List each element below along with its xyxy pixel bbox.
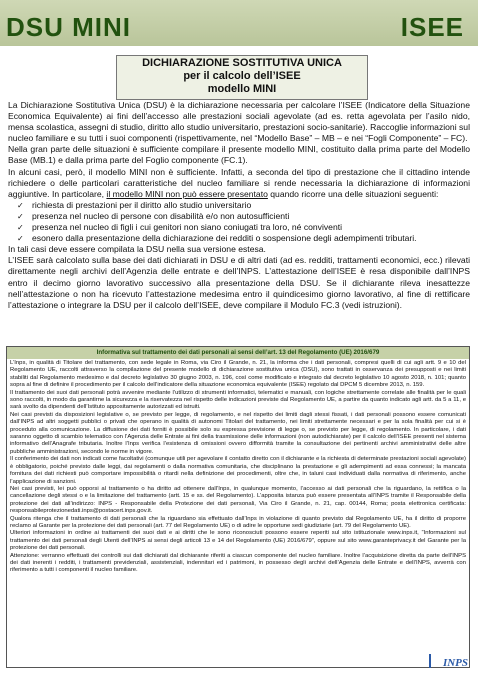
checklist-item-text: presenza nel nucleo di persone con disabilità e/o non autosufficienti	[32, 210, 290, 221]
checklist-item	[17, 233, 470, 244]
privacy-paragraph: Nei casi previsti, lei può opporsi al trattamento o ha diritto ad ottenere dall’Inps, in qualunque momento, l’accesso ai dati personali che la riguardano, la rettifica o la cancellazione degli stessi o e la limitazione del trattamento (artt. 15 e ss. del Regolamento). L’apposita istanza può essere presentata all’INPS tramite il Responsabile della protezione dei dati all’indirizzo: INPS - Responsabile della Protezione dei dati personali, Via Ciro il Grande, n. 21, cap. 00144, Roma; posta elettronica certificata: responsabileprotezionedati.inps@postacert.inps.gov.it.	[10, 485, 466, 515]
checklist-item-text: richiesta di prestazioni per il diritto allo studio universitario	[32, 199, 252, 210]
situations-checklist	[8, 200, 470, 244]
intro-paragraph-4: In tali casi deve essere compilata la DSU nella sua versione estesa.	[8, 244, 266, 255]
intro-paragraph-3-part-b: quando ricorre una delle situazioni seguenti:	[267, 188, 439, 199]
intro-paragraph-3	[8, 167, 470, 200]
document-title-line1: DICHIARAZIONE SOSTITUTIVA UNICA	[142, 57, 342, 69]
checklist-item	[17, 210, 470, 222]
privacy-paragraph: Ulteriori informazioni in ordine ai trattamenti dei suoi dati e ai diritti che le sono riconosciuti possono essere reperiti sul sito istituzionale www.inps.it, “Informazioni sul trattamento dei dati personali degli Utenti dell’INPS ai sensi degli articoli 13 e 14 del Regolamento (UE) 2016/679”, oppure sul sito www.garanteprivacy.it del Garante per la protezione dei dati personali.	[10, 530, 466, 552]
document-title-line2: per il calcolo dell’ISEE	[183, 70, 301, 82]
document-title-line3: modello MINI	[207, 83, 277, 95]
checklist-item	[17, 222, 470, 233]
header-banner	[0, 0, 478, 46]
checklist-item-text: esonero dalla presentazione della dichiarazione dei redditi o sospensione degli adempimenti tributari.	[32, 233, 417, 244]
privacy-paragraph: Nei casi previsti da disposizioni legislative o, se previsto per legge, di regolamento, e nel rispetto dei limiti dagli stessi fissati, i dati personali possono essere comunicati dall’INPS ad altri soggetti pubblici o privati che operano in qualità di autonomi Titolari del trattamento, nei limiti strettamente necessari e per la sola finalità per cui si è proceduto alla comunicazione. La diffusione dei dati forniti è possibile solo su espressa previsione di legge o, se previsto per legge, di regolamento. In particolare, i dati saranno oggetto di scambio telematico con l’Agenzia delle Entrate ai fini della trasmissione delle informazioni (non autodichiarate) per il calcolo dell’ISEE presenti nel sistema informativo dell’Anagrafe tributaria. Inoltre l’Inps verifica l’esistenza di omissioni ovvero difformità tramite la consultazione dei pertinenti archivi amministrativi delle altre pubbliche amministrazioni, secondo le norme in vigore.	[10, 411, 466, 455]
inps-logo: INPS	[442, 657, 468, 669]
intro-paragraph-5: L’ISEE sarà calcolato sulla base dei dati dichiarati in DSU e di altri dati (ad es. redditi, trattamenti economici, ecc.) rilevati direttamente negli archivi dell’Agenzia delle entrate e dell’INPS. L’attestazione dell’ISEE è resa disponibile dall’INPS entro il decimo giorno lavorativo successivo alla presentazione della DSU. Se il dichiarante rileva inesattezze nell’attestazione o non ha ricevuto l’attestazione medesima entro il quindicesimo giorno lavorativo, al fine di rettificare l’attestazione o integrare la DSU per il calcolo dell’ISEE, deve compilare il Modulo FC.3 (vedi istruzioni).	[8, 255, 470, 310]
checklist-item-text: presenza nel nucleo di figli i cui genitori non siano coniugati tra loro, né conviventi	[32, 222, 343, 233]
header-title-isee: ISEE	[400, 12, 464, 42]
document-title-box	[116, 55, 368, 100]
check-icon: ✓	[17, 223, 24, 233]
privacy-notice-title: Informativa sul trattamento dei dati personali ai sensi dell’art. 13 del Regolamento (UE) 2016/679	[7, 347, 469, 359]
inps-logo-icon	[429, 654, 440, 668]
checklist-item	[17, 199, 470, 211]
intro-paragraph-3-part-a: In alcuni casi, però, il modello MINI non è sufficiente. Infatti, a seconda del tipo di prestazione che il cittadino intende richiedere o delle particolari caratteristiche del nucleo familiare si rende necessaria la dichiarazione di informazioni aggiuntive. In particolare,	[8, 166, 470, 199]
intro-section	[8, 100, 470, 311]
check-icon: ✓	[17, 200, 24, 210]
intro-paragraph-2: Nella gran parte delle situazioni è sufficiente compilare il presente modello MINI, costituito dalla prima parte del Modello Base (MB.1) e dalla prima parte del Foglio componente (FC.1).	[8, 144, 470, 166]
privacy-notice-box	[6, 346, 470, 668]
header-title-dsu-mini: DSU MINI	[6, 12, 131, 42]
privacy-paragraph: Il trattamento dei suoi dati personali potrà avvenire mediante l’utilizzo di strumenti informatici, telematici e manuali, con logiche strettamente correlate alle finalità per le quali sono raccolti, in modo da garantirne la sicurezza e la riservatezza nel rispetto delle indicazioni previste dal Regolamento UE, a partire da quanto indicato agli artt. da 5 a 11, e sarà svolto da dipendenti dell’Istituto appositamente autorizzati ed istruiti.	[10, 389, 466, 411]
intro-paragraph-1: La Dichiarazione Sostitutiva Unica (DSU) è la dichiarazione necessaria per calcolare l’ISEE (Indicatore della Situazione Economica Equivalente) ai fini dell’accesso alle prestazioni sociali agevolate (ad es. retta agevolata per l’asilo nido, mensa scolastica, assegni di studio, diritto allo studio universitario, prestazioni socio-sanitarie). Raccoglie informazioni sul nucleo familiare e su tutti i suoi componenti (rispettivamente, nel “Modello Base” – MB – e nei “Fogli Componente” – FC).	[8, 100, 470, 144]
privacy-paragraph: Attenzione: verranno effettuati dei controlli sui dati dichiarati dal dichiarante riferiti a ciascun componente del nucleo familiare. Inoltre l’acquisizione diretta da parte dell’INPS dei dati inerenti i redditi, i trattamenti previdenziali, assistenziali, indennitari ed i patrimoni, in possesso degli archivi dell’Agenzia delle Entrate e dell’INPS, avverrà con riferimento a tutti i componenti il nucleo familiare.	[10, 552, 466, 574]
privacy-notice-body	[7, 359, 469, 575]
intro-paragraph-3-underlined: il modello MINI non può essere presentato	[106, 188, 268, 199]
privacy-paragraph: L’Inps, in qualità di Titolare del trattamento, con sede legale in Roma, via Ciro il Grande, n. 21, la informa che i dati personali, compresi quelli di cui agli artt. 9 e 10 del Regolamento UE, raccolti attraverso la compilazione del presente modello di dichiarazione sostitutiva unica (DSU), sono trattati in osservanza dei presupposti e nei limiti stabiliti dal Regolamento medesimo e dal decreto legislativo 30 giugno 2003, n. 196, così come modificato e integrato dal decreto legislativo 10 agosto 2018, n. 101; quanto sopra al fine di definire il procedimento per il calcolo dell’indicatore della situazione economica equivalente (ISEE) regolato dal DPCM 5 dicembre 2013, n. 159.	[10, 360, 466, 389]
check-icon: ✓	[17, 211, 24, 221]
privacy-paragraph: Qualora ritenga che il trattamento di dati personali che la riguardano sia effettuato dall’Inps in violazione di quanto previsto dal Regolamento UE, ha il diritto di proporre reclamo al Garante per la protezione dei dati personali (art. 77 del Regolamento UE) o di adire le opportune sedi giudiziarie (art. 79 del Regolamento UE).	[10, 515, 466, 529]
privacy-paragraph: Il conferimento dei dati non indicati come facoltativi (comunque utili per agevolare il contatto diretto con il dichiarante e la richiesta di determinate prestazioni sociali agevolate) è obbligatorio, poiché previsto dalle leggi, dai regolamenti o dalla normativa comunitaria, che disciplinano la prestazione e gli adempimenti ad essa connessi; la mancata fornitura dei dati richiesti può comportare impossibilità o ritardi nella definizione dei procedimenti, oltre che, in taluni casi individuati dalla normativa di riferimento, anche l’applicazione di sanzioni.	[10, 456, 466, 485]
check-icon: ✓	[17, 234, 24, 244]
